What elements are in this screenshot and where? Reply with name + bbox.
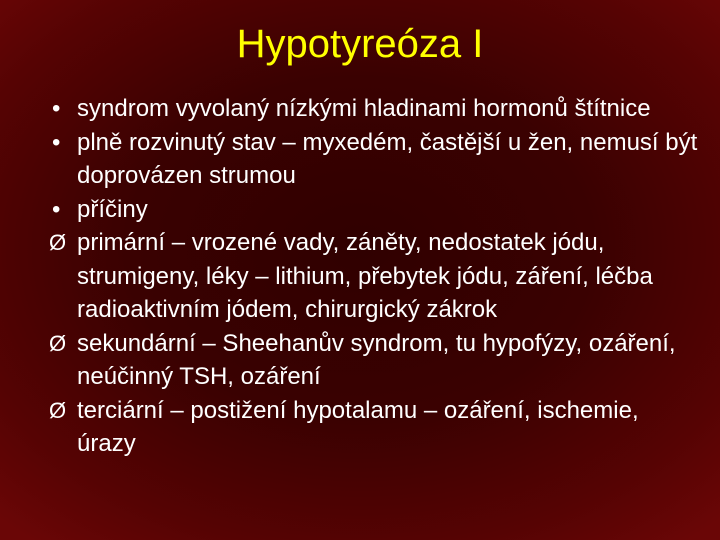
slide-title: Hypotyreóza I <box>236 22 484 66</box>
bullet-marker: • <box>52 128 61 156</box>
bullet-text: sekundární – Sheehanův syndrom, tu hypofýzy, ozáření, neúčinný TSH, ozáření <box>77 329 676 390</box>
bullet-item <box>52 126 700 193</box>
bullet-item <box>52 92 700 126</box>
bullet-list <box>49 92 700 461</box>
bullet-text: terciární – postižení hypotalamu – ozáření, ischemie, úrazy <box>77 396 639 457</box>
arrow-bullet-icon: Ø <box>49 230 67 255</box>
bullet-text: syndrom vyvolaný nízkými hladinami hormonů štítnice <box>77 95 651 122</box>
sub-bullet-item <box>49 327 700 394</box>
arrow-bullet-icon: Ø <box>49 330 67 356</box>
bullet-marker: • <box>52 195 61 223</box>
bullet-item <box>52 193 700 227</box>
bullet-text: plně rozvinutý stav – myxedém, častější u žen, nemusí být doprovázen strumou <box>77 128 698 189</box>
bullet-text: příčiny <box>77 195 148 223</box>
arrow-bullet-icon: Ø <box>49 397 67 423</box>
bullet-marker: • <box>52 95 61 122</box>
sub-bullet-item <box>49 394 700 461</box>
sub-bullet-item <box>49 226 700 327</box>
bullet-text: primární – vrozené vady, záněty, nedostatek jódu, strumigeny, léky – lithium, přebytek jódu, záření, léčba radioaktivním jódem, chirurgický zákrok <box>77 229 653 323</box>
